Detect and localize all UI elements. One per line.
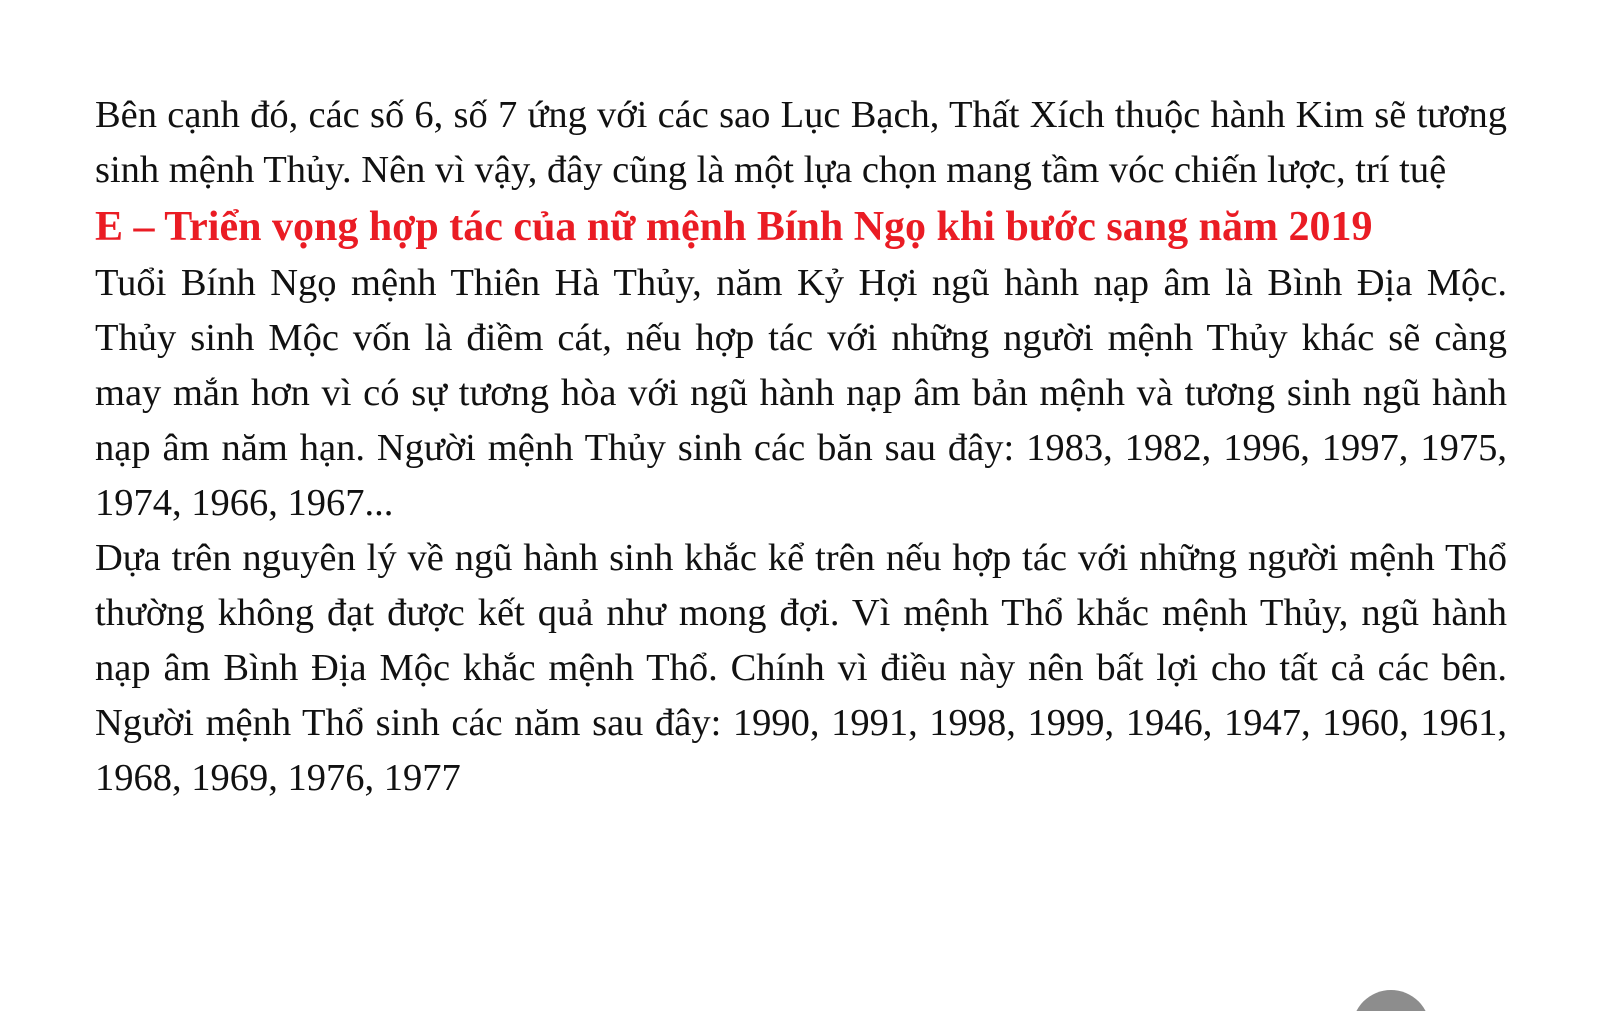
paragraph-1: Bên cạnh đó, các số 6, số 7 ứng với các sao Lục Bạch, Thất Xích thuộc hành Kim sẽ tương sinh mệnh Thủy. Nên vì vậy, đây cũng là một lựa chọn mang tầm vóc chiến lược, trí tuệ: [95, 94, 1507, 191]
paragraph-3: Dựa trên nguyên lý về ngũ hành sinh khắc kể trên nếu hợp tác với những người mệnh Thổ thường không đạt được kết quả như mong đợi. Vì mệnh Thổ khắc mệnh Thủy, ngũ hành nạp âm Bình Địa Mộc khắc mệnh Thổ. Chính vì điều này nên bất lợi cho tất cả các bên. Người mệnh Thổ sinh các năm sau đây: 1990, 1991, 1998, 1999, 1946, 1947, 1960, 1961, 1968, 1969, 1976, 1977: [95, 537, 1507, 799]
scroll-to-top-button[interactable]: [1352, 990, 1430, 1011]
document-body: [95, 88, 1507, 806]
paragraph-2: Tuổi Bính Ngọ mệnh Thiên Hà Thủy, năm Kỷ Hợi ngũ hành nạp âm là Bình Địa Mộc. Thủy sinh Mộc vốn là điềm cát, nếu hợp tác với những người mệnh Thủy khác sẽ càng may mắn hơn vì có sự tương hòa với ngũ hành nạp âm bản mệnh và tương sinh ngũ hành nạp âm năm hạn. Người mệnh Thủy sinh các băn sau đây: 1983, 1982, 1996, 1997, 1975, 1974, 1966, 1967...: [95, 262, 1507, 524]
section-heading: E – Triển vọng hợp tác của nữ mệnh Bính Ngọ khi bước sang năm 2019: [95, 204, 1373, 250]
